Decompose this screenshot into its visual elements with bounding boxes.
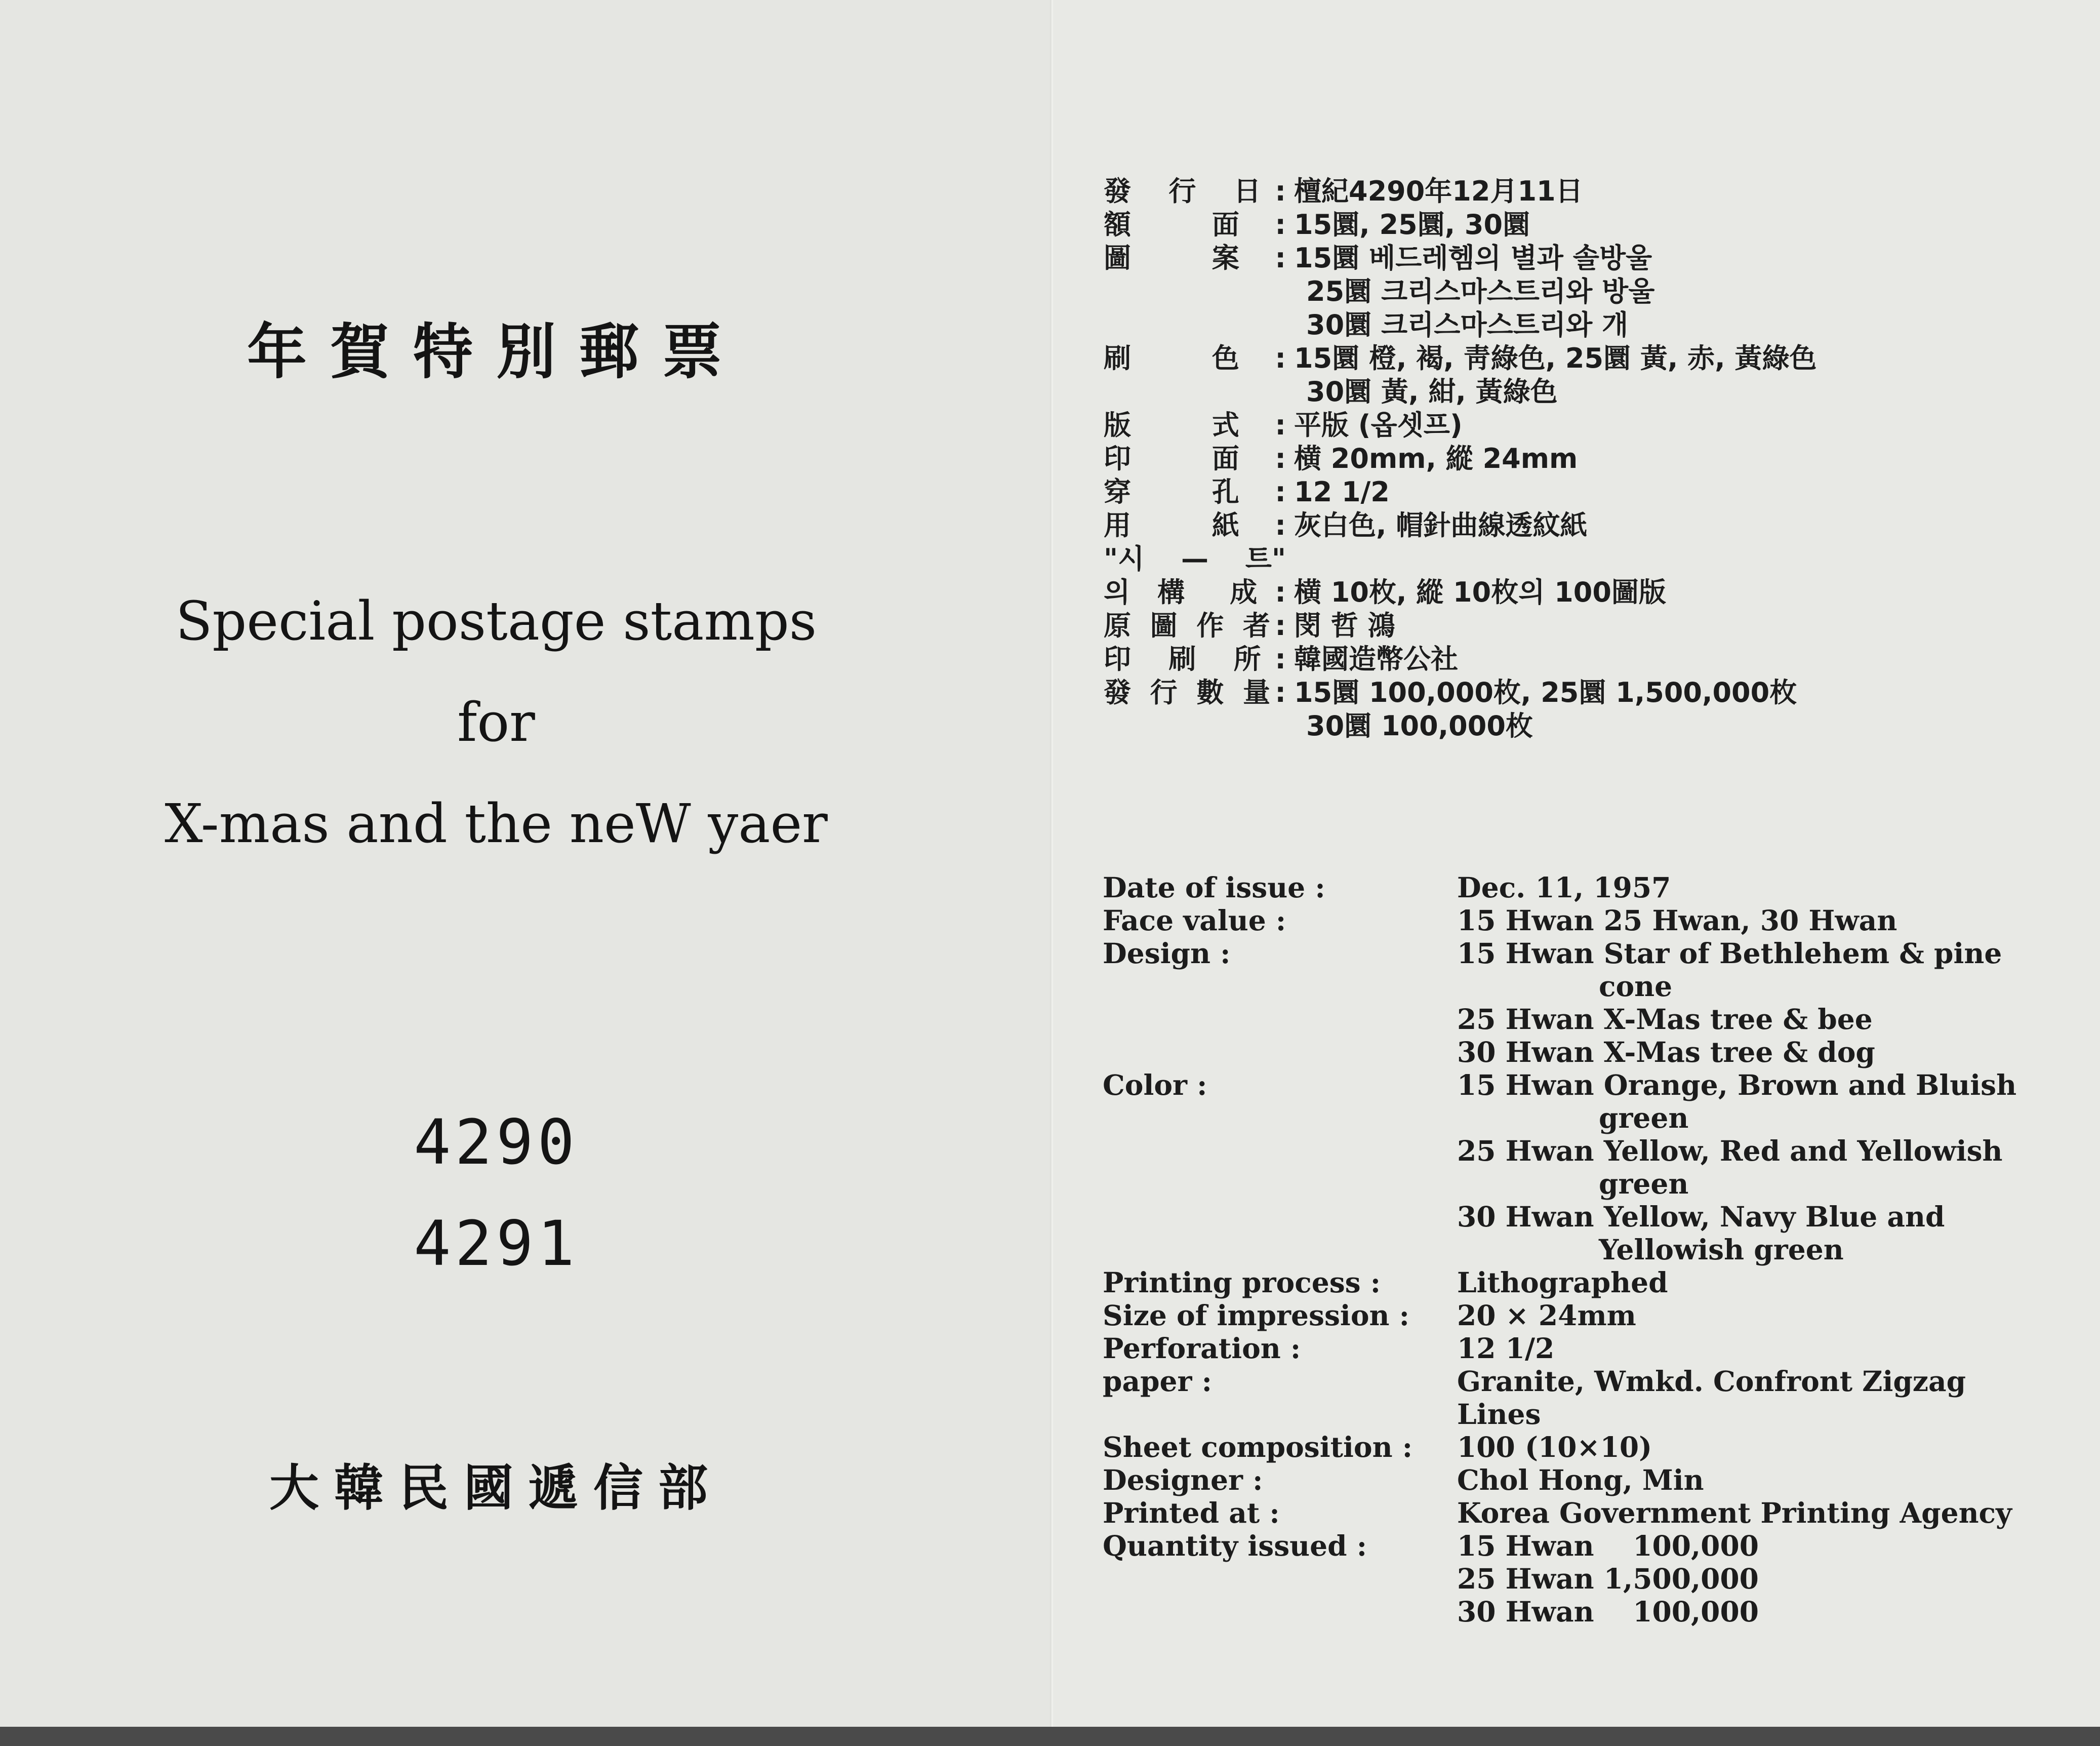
spec-row (1103, 1299, 2054, 1332)
spec-row (1104, 242, 2040, 275)
spec-value: 15圜 100,000枚, 25圜 1,500,000枚 (1294, 677, 1797, 708)
spec-continuation: 30 Hwan 100,000 (1457, 1595, 1759, 1628)
spec-row (1104, 208, 2040, 242)
spec-row (1104, 442, 2040, 475)
spec-row (1103, 1463, 2054, 1496)
spec-value: 15圜 橙, 褐, 靑綠色, 25圜 黃, 赤, 黃綠色 (1294, 342, 1817, 374)
spec-value: 15 Hwan Star of Bethlehem & pine (1457, 937, 2002, 970)
title-cjk: 年賀特別郵票 (247, 317, 745, 387)
title-en-line-1: Special postage stamps (175, 590, 817, 652)
spec-value: 15 Hwan 100,000 (1457, 1529, 1759, 1562)
spec-label: Perforation : (1103, 1332, 1301, 1365)
bottom-edge (0, 1727, 2100, 1746)
spec-row (1103, 1068, 2054, 1101)
spec-label: 發 行 日: (1104, 175, 1286, 207)
spec-label: Quantity issued : (1103, 1529, 1367, 1562)
spec-row (1104, 509, 2040, 542)
spec-label: Size of impression : (1103, 1299, 1409, 1332)
spec-label: Printed at : (1103, 1496, 1280, 1529)
spec-row (1103, 1496, 2054, 1529)
spec-label: 印 面: (1104, 443, 1286, 474)
spec-value: 灰白色, 帽針曲線透紋紙 (1294, 509, 1588, 541)
spec-value: 横 10枚, 縱 10枚의 100圖版 (1294, 576, 1666, 608)
spec-label: 穿 孔: (1104, 476, 1286, 508)
spec-row (1104, 609, 2040, 643)
spec-row (1103, 1266, 2054, 1299)
spec-value: 閔 哲 鴻 (1294, 610, 1395, 642)
title-en-line-3: X-mas and the neW yaer (165, 792, 828, 855)
spec-row (1103, 937, 2054, 970)
spec-continuation: 30 Hwan Yellow, Navy Blue and (1457, 1200, 1945, 1233)
spec-continuation: green (1599, 1167, 1689, 1200)
spec-label: Date of issue : (1103, 871, 1325, 904)
year-2: 4291 (414, 1208, 579, 1280)
spec-label: 版 式: (1104, 409, 1286, 441)
spec-value: 20 × 24mm (1457, 1299, 1636, 1332)
spec-row (1104, 175, 2040, 208)
spec-label: 의 構 成: (1104, 576, 1286, 608)
spec-value: 15 Hwan Orange, Brown and Bluish (1457, 1068, 2017, 1101)
spec-value: 平版 (옵셋프) (1294, 409, 1463, 441)
spec-row (1103, 871, 2054, 904)
spec-row (1103, 1431, 2054, 1463)
spec-continuation: 25圜 크리스마스트리와 방울 (1306, 275, 1655, 307)
spec-label: 額 面: (1104, 209, 1286, 241)
spec-continuation: Yellowish green (1599, 1233, 1844, 1266)
spec-row (1103, 904, 2054, 937)
spec-label: 發 行 數 量: (1104, 677, 1286, 708)
spec-row (1104, 342, 2040, 375)
spec-value: Chol Hong, Min (1457, 1463, 1704, 1496)
spec-continuation: 25 Hwan X-Mas tree & bee (1457, 1003, 1873, 1036)
spec-continuation: 30圜 黃, 紺, 黃綠色 (1306, 376, 1558, 408)
english-spec (1103, 871, 2054, 1628)
spec-value: 15 Hwan 25 Hwan, 30 Hwan (1457, 904, 1897, 937)
spec-continuation: 25 Hwan Yellow, Red and Yellowish (1457, 1134, 2003, 1167)
spec-continuation: 30 Hwan X-Mas tree & dog (1457, 1036, 1875, 1068)
issuer: 大韓民國遞信部 (269, 1459, 723, 1517)
spec-label: 原 圖 作 者: (1104, 610, 1286, 642)
spec-row (1104, 475, 2040, 509)
spec-label: 印 刷 所: (1104, 643, 1286, 675)
spec-row (1104, 409, 2040, 442)
spec-continuation: 30圜 100,000枚 (1306, 710, 1533, 742)
spec-label: Color : (1103, 1068, 1207, 1101)
spec-continuation: Lines (1457, 1398, 1541, 1431)
spec-label: 刷 色: (1104, 342, 1286, 374)
spec-value: 100 (10×10) (1457, 1431, 1652, 1463)
korean-spec (1104, 175, 2040, 743)
spec-value: 檀紀4290年12月11日 (1294, 175, 1583, 207)
spec-label: paper : (1103, 1365, 1212, 1398)
spec-label: 圖 案: (1104, 242, 1286, 274)
spec-continuation: 30圜 크리스마스트리와 개 (1306, 309, 1629, 341)
spec-continuation: cone (1599, 970, 1673, 1003)
spec-row (1104, 643, 2040, 676)
spec-value: 12 1/2 (1294, 476, 1390, 508)
spec-label: "시 — 트" (1104, 543, 1286, 575)
title-en-line-2: for (457, 691, 535, 753)
spec-value: Dec. 11, 1957 (1457, 871, 1671, 904)
spec-label: Sheet composition : (1103, 1431, 1413, 1463)
spec-value: Granite, Wmkd. Confront Zigzag (1457, 1365, 1966, 1398)
spec-value: 韓國造幣公社 (1294, 643, 1458, 675)
spec-value: 15圜 베드레헴의 별과 솔방울 (1294, 242, 1652, 274)
year-1: 4290 (414, 1106, 579, 1178)
spec-continuation: green (1599, 1101, 1689, 1134)
spec-row (1103, 1332, 2054, 1365)
spec-row (1103, 1529, 2054, 1562)
spec-label: Designer : (1103, 1463, 1263, 1496)
spec-label: Face value : (1103, 904, 1286, 937)
spec-label: Printing process : (1103, 1266, 1381, 1299)
spec-value (1286, 542, 1294, 576)
spec-row (1103, 1365, 2054, 1398)
spec-row (1104, 576, 2040, 609)
spec-value: 横 20mm, 縱 24mm (1294, 443, 1578, 474)
spec-label: Design : (1103, 937, 1231, 970)
spec-value: 15圜, 25圜, 30圜 (1294, 209, 1530, 241)
spec-row (1104, 676, 2040, 709)
left-panel (0, 0, 1053, 1732)
spec-label: 用 紙: (1104, 509, 1286, 541)
spec-value: Korea Government Printing Agency (1457, 1496, 2012, 1529)
spec-row (1104, 542, 2040, 576)
spec-value: Lithographed (1457, 1266, 1668, 1299)
spec-value: 12 1/2 (1457, 1332, 1555, 1365)
spec-continuation: 25 Hwan 1,500,000 (1457, 1562, 1759, 1595)
